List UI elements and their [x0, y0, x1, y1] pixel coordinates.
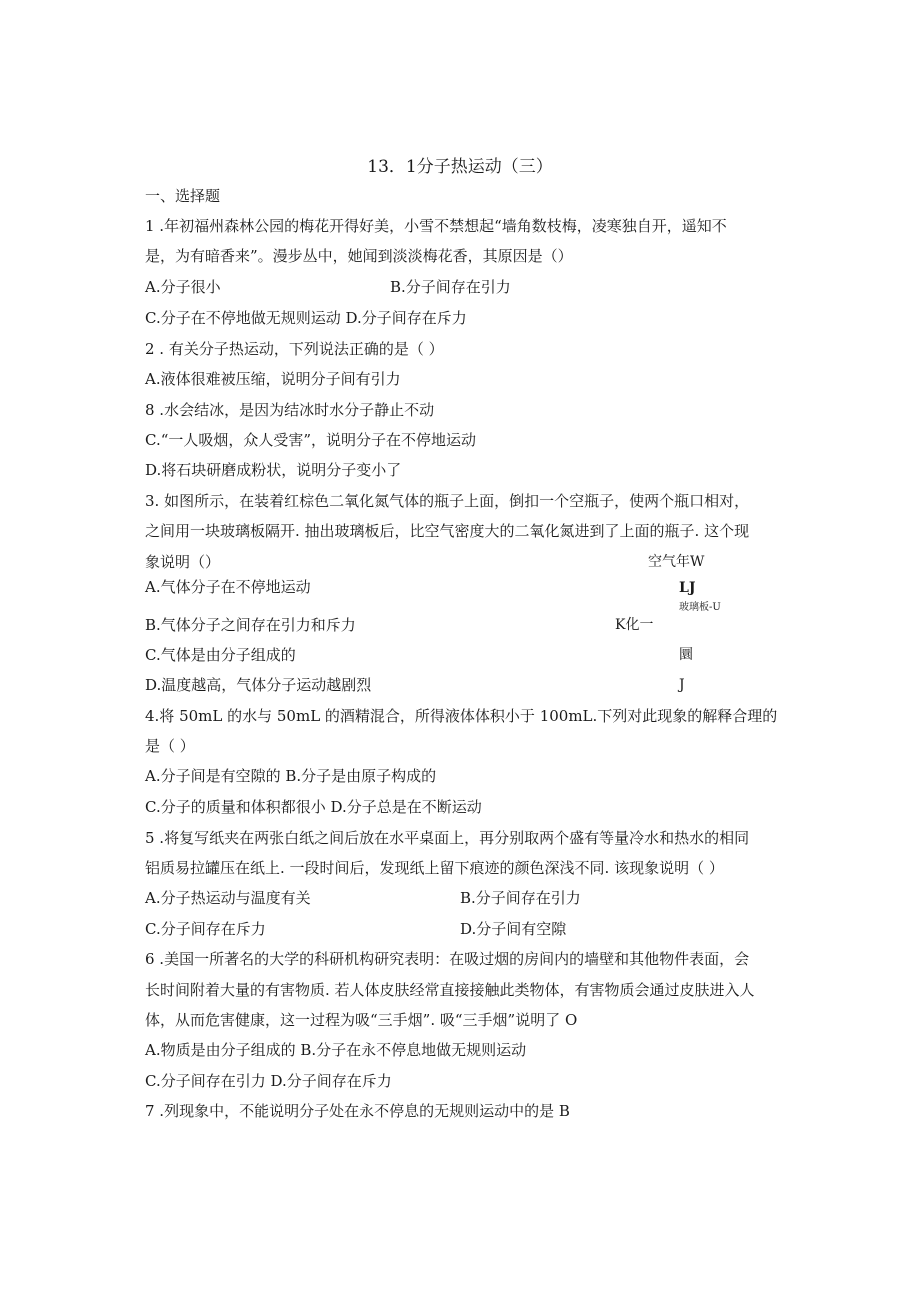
q5-stem-line2: 铝质易拉罐压在纸上. 一段时间后，发现纸上留下痕迹的颜色深浅不同. 该现象说明（ ）: [145, 859, 724, 877]
q6-stem-line3: 体，从而危害健康，这一过程为吸“三手烟”. 吸“三手烟”说明了 O: [145, 1011, 578, 1029]
q3-option-b: B.气体分子之间存在引力和斥力: [145, 616, 356, 634]
q5-option-c: C.分子间存在斥力: [145, 920, 266, 938]
q3-figure-label-glass: 玻璃板-U: [679, 602, 721, 613]
section-heading: 一、选择题: [145, 187, 221, 205]
q2-option-c: C.“一人吸烟，众人受害”，说明分子在不停地运动: [145, 431, 477, 449]
q6-stem-line1: 6 .美国一所著名的大学的科研机构研究表明：在吸过烟的房间内的墙壁和其他物件表面，会: [145, 950, 750, 968]
q1-option-b: B.分子间存在引力: [390, 278, 511, 296]
q3-figure-label-k: K化一: [615, 617, 654, 633]
q6-stem-line2: 长时间附着大量的有害物质. 若人体皮肤经常直接接触此类物体，有害物质会通过皮肤进入人: [145, 981, 755, 999]
q1-stem-line1: 1 .年初福州森林公园的梅花开得好美，小雪不禁想起“墙角数枝梅，凌寒独自开，遥知不: [145, 217, 727, 235]
q1-stem-line2: 是，为有暗香来”。漫步丛中，她闻到淡淡梅花香，其原因是（）: [145, 247, 573, 265]
q2-option-a: A.液体很难被压缩，说明分子间有引力: [145, 370, 401, 388]
q6-option-ab: A.物质是由分子组成的 B.分子在永不停息地做无规则运动: [145, 1041, 527, 1059]
q2-option-b: 8 .水会结冰，是因为结冰时水分子静止不动: [145, 401, 435, 419]
q3-stem-line1: 3. 如图所示，在装着红棕色二氧化氮气体的瓶子上面，倒扣一个空瓶子，使两个瓶口相对，: [145, 492, 750, 510]
q2-stem: 2 . 有关分子热运动，下列说法正确的是（ ）: [145, 340, 444, 358]
q3-stem-line2: 之间用一块玻璃板隔开. 抽出玻璃板后，比空气密度大的二氧化氮进到了上面的瓶子. 这个现: [145, 522, 750, 540]
q1-option-a: A.分子很小: [145, 278, 221, 296]
q3-figure-label-lj: LJ: [679, 580, 696, 596]
q1-option-cd: C.分子在不停地做无规则运动 D.分子间存在斥力: [145, 309, 467, 327]
q4-stem-line1: 4.将 50mL 的水与 50mL 的酒精混合，所得液体体积小于 100mL.下列对此现象的解释合理的: [145, 707, 778, 725]
q4-stem-line2: 是（ ）: [145, 737, 195, 755]
q3-option-c: C.气体是由分子组成的: [145, 646, 296, 664]
page-title: 13．1分子热运动（三）: [367, 157, 553, 177]
q3-figure-label-bottle: 圜: [679, 647, 693, 663]
q6-option-cd: C.分子间存在引力 D.分子间存在斥力: [145, 1072, 392, 1090]
q3-option-d: D.温度越高，气体分子运动越剧烈: [145, 676, 372, 694]
q2-option-d: D.将石块研磨成粉状，说明分子变小了: [145, 461, 402, 479]
q3-option-a: A.气体分子在不停地运动: [145, 578, 311, 596]
q3-figure-label-j: J: [679, 677, 685, 693]
q5-option-b: B.分子间存在引力: [460, 889, 581, 907]
q3-figure-label-air: 空气年W: [648, 554, 705, 570]
q5-option-d: D.分子间有空隙: [460, 920, 567, 938]
q5-stem-line1: 5 .将复写纸夹在两张白纸之间后放在水平桌面上，再分别取两个盛有等量冷水和热水的相同: [145, 829, 750, 847]
q5-option-a: A.分子热运动与温度有关: [145, 889, 311, 907]
q3-stem-line3: 象说明（）: [145, 553, 221, 571]
q4-option-cd: C.分子的质量和体积都很小 D.分子总是在不断运动: [145, 798, 482, 816]
q7-stem: 7 .列现象中，不能说明分子处在永不停息的无规则运动中的是 B: [145, 1102, 570, 1120]
q4-option-ab: A.分子间是有空隙的 B.分子是由原子构成的: [145, 767, 437, 785]
